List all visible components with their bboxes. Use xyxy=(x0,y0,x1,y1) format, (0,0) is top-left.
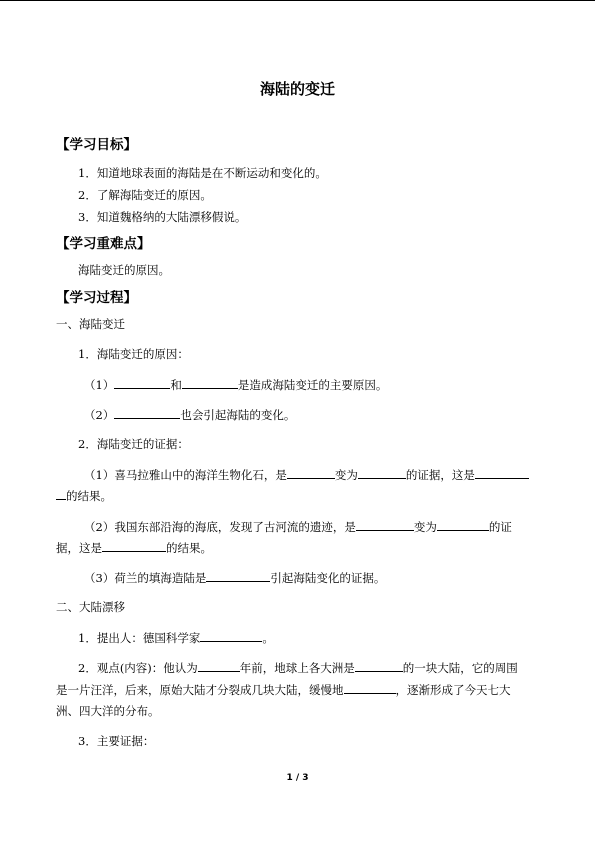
goal-item: 2．了解海陆变迁的原因。 xyxy=(78,188,212,202)
q2a-text: （1）喜马拉雅山中的海洋生物化石，是 xyxy=(84,468,287,482)
fill-blank[interactable] xyxy=(287,466,335,479)
q2b-text: 据，这是 xyxy=(56,541,102,555)
q1-text: 。 xyxy=(262,631,274,645)
q2b-text: （2）我国东部沿海的海底，发现了古河流的遗迹，是 xyxy=(84,520,356,534)
process-header: 【学习过程】 xyxy=(56,290,137,306)
q2b-text: 的结果。 xyxy=(166,541,212,555)
q2b-text: 的证 xyxy=(488,520,512,534)
part1-q1a xyxy=(84,376,387,393)
part2-q3: 3．主要证据： xyxy=(78,734,155,748)
q1-text: 1．提出人：德国科学家 xyxy=(78,631,201,645)
q2-text: ，逐渐形成了今天七大 xyxy=(395,683,511,697)
part1-q1: 1．海陆变迁的原因： xyxy=(78,347,189,361)
q1a-suffix: 是造成海陆变迁的主要原因。 xyxy=(237,378,388,392)
part1-q2c xyxy=(84,569,385,586)
part2-q2 xyxy=(78,659,518,676)
q2-text: 是一片汪洋，后来，原始大陆才分裂成几块大陆，缓慢地 xyxy=(56,683,344,697)
keypoints-header: 【学习重难点】 xyxy=(56,236,151,252)
fill-blank[interactable] xyxy=(182,376,238,389)
q1a-mid: 和 xyxy=(170,378,182,392)
q1a-prefix: （1） xyxy=(84,378,115,392)
q1b-suffix: 也会引起海陆的变化。 xyxy=(180,408,296,422)
q2a-text: 的证据，这是 xyxy=(405,468,475,482)
part1-q2b xyxy=(84,518,512,535)
q2-text: 2．观点(内容)：他认为 xyxy=(78,661,198,675)
fill-blank[interactable] xyxy=(114,376,170,389)
part2-q1 xyxy=(78,629,274,646)
q2a-text: 的结果。 xyxy=(66,489,112,503)
fill-blank[interactable] xyxy=(114,406,180,419)
goals-header: 【学习目标】 xyxy=(56,137,137,153)
part2-heading: 二、大陆漂移 xyxy=(56,600,125,614)
part2-q2-line3: 洲、四大洋的分布。 xyxy=(56,704,160,718)
q2b-text: 变为 xyxy=(413,520,437,534)
part1-q2a xyxy=(84,466,529,483)
fill-blank[interactable] xyxy=(198,659,240,672)
part1-heading: 一、海陆变迁 xyxy=(56,317,125,331)
fill-blank[interactable] xyxy=(206,569,270,582)
goal-item: 3．知道魏格纳的大陆漂移假说。 xyxy=(78,210,247,224)
q2-text: 年前，地球上各大洲是 xyxy=(239,661,355,675)
part1-q2b-cont xyxy=(56,539,212,556)
fill-blank[interactable] xyxy=(200,629,262,642)
part1-q2: 2．海陆变迁的证据： xyxy=(78,437,189,451)
fill-blank[interactable] xyxy=(475,466,529,479)
part2-q2-line2 xyxy=(56,681,511,698)
q2a-text: 变为 xyxy=(334,468,358,482)
goal-item: 1．知道地球表面的海陆是在不断运动和变化的。 xyxy=(78,166,327,180)
fill-blank[interactable] xyxy=(437,518,489,531)
q2c-text: （3）荷兰的填海造陆是 xyxy=(84,571,207,585)
fill-blank[interactable] xyxy=(356,518,414,531)
page-title: 海陆的变迁 xyxy=(259,80,335,98)
fill-blank[interactable] xyxy=(344,681,396,694)
part1-q1b xyxy=(84,406,295,423)
fill-blank[interactable] xyxy=(358,466,406,479)
part1-q2a-cont xyxy=(56,487,112,504)
page-number: 1 / 3 xyxy=(286,773,309,783)
q1b-prefix: （2） xyxy=(84,408,115,422)
q2-text: 的一块大陆，它的周围 xyxy=(402,661,518,675)
q2c-text: 引起海陆变化的证据。 xyxy=(270,571,386,585)
fill-blank[interactable] xyxy=(56,487,66,500)
fill-blank[interactable] xyxy=(102,539,166,552)
fill-blank[interactable] xyxy=(355,659,403,672)
keypoint-text: 海陆变迁的原因。 xyxy=(78,263,170,277)
